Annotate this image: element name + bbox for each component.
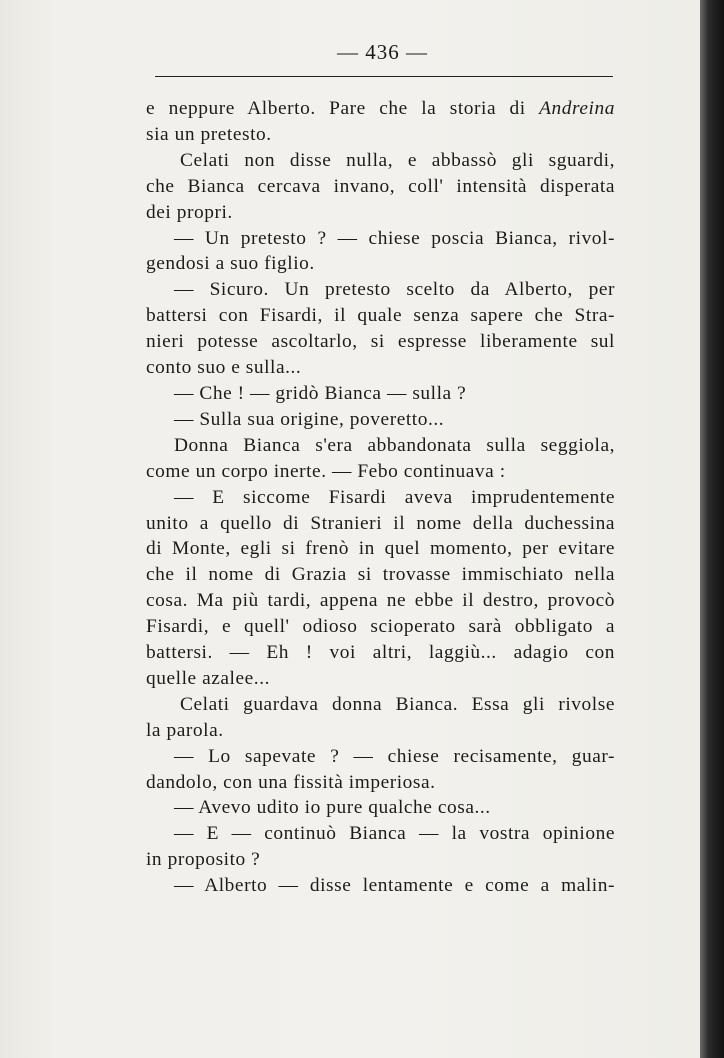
text-line: dei propri.	[146, 201, 233, 223]
text-line: in proposito ?	[146, 849, 261, 871]
text-line: la parola.	[146, 719, 224, 741]
text-line: battersi con Fisardi, il quale senza sapere che Stra-	[146, 305, 615, 327]
text-line: gendosi a suo figlio.	[146, 253, 315, 275]
text-line: Celati guardava donna Bianca. Essa gli rivolse	[180, 693, 615, 715]
text-line: che Bianca cercava invano, coll' intensità disperata	[146, 175, 615, 197]
text-line: che il nome di Grazia si trovasse immischiato nella	[146, 564, 615, 586]
text-line: Donna Bianca s'era abbandonata sulla seggiola,	[174, 434, 615, 456]
text-line: — Che ! — gridò Bianca — sulla ?	[174, 382, 467, 404]
text-line: Fisardi, e quell' odioso scioperato sarà obbligato a	[146, 616, 615, 638]
text-line: — Lo sapevate ? — chiese recisamente, guar-	[174, 745, 615, 767]
text-line: — Un pretesto ? — chiese poscia Bianca, rivol-	[174, 227, 615, 249]
text-line: dandolo, con una fissità imperiosa.	[146, 771, 436, 793]
text-line: — Alberto — disse lentamente e come a malin-	[174, 875, 615, 897]
text-line: come un corpo inerte. — Febo continuava :	[146, 460, 506, 482]
text-line: nieri potesse ascoltarlo, si espresse liberamente sul	[146, 331, 615, 353]
body-text	[146, 96, 615, 899]
text-line: — Avevo udito io pure qualche cosa...	[174, 797, 491, 819]
text-line: Celati non disse nulla, e abbassò gli sguardi,	[180, 149, 615, 171]
text-line: — E siccome Fisardi aveva imprudentemente	[174, 486, 615, 508]
text-line: sia un pretesto.	[146, 123, 272, 145]
text-line: e neppure Alberto. Pare che la storia di Andreina	[146, 98, 615, 119]
book-binding-edge	[700, 0, 724, 1058]
page-number: — 436 —	[337, 40, 428, 64]
text-line: — Sulla sua origine, poveretto...	[174, 408, 445, 430]
text-line: quelle azalee...	[146, 667, 270, 689]
text-line: di Monte, egli si frenò in quel momento, per evitare	[146, 538, 615, 560]
header-rule	[155, 76, 613, 77]
text-line: cosa. Ma più tardi, appena ne ebbe il destro, provocò	[146, 590, 615, 612]
italic-title: Andreina	[539, 98, 615, 119]
text-line: — Sicuro. Un pretesto scelto da Alberto, per	[174, 279, 615, 301]
text-line: battersi. — Eh ! voi altri, laggiù... adagio con	[146, 642, 615, 664]
text-line: conto suo e sulla...	[146, 357, 302, 379]
text-line: — E — continuò Bianca — la vostra opinione	[174, 823, 615, 845]
text-line: unito a quello di Stranieri il nome della duchessina	[146, 512, 615, 534]
